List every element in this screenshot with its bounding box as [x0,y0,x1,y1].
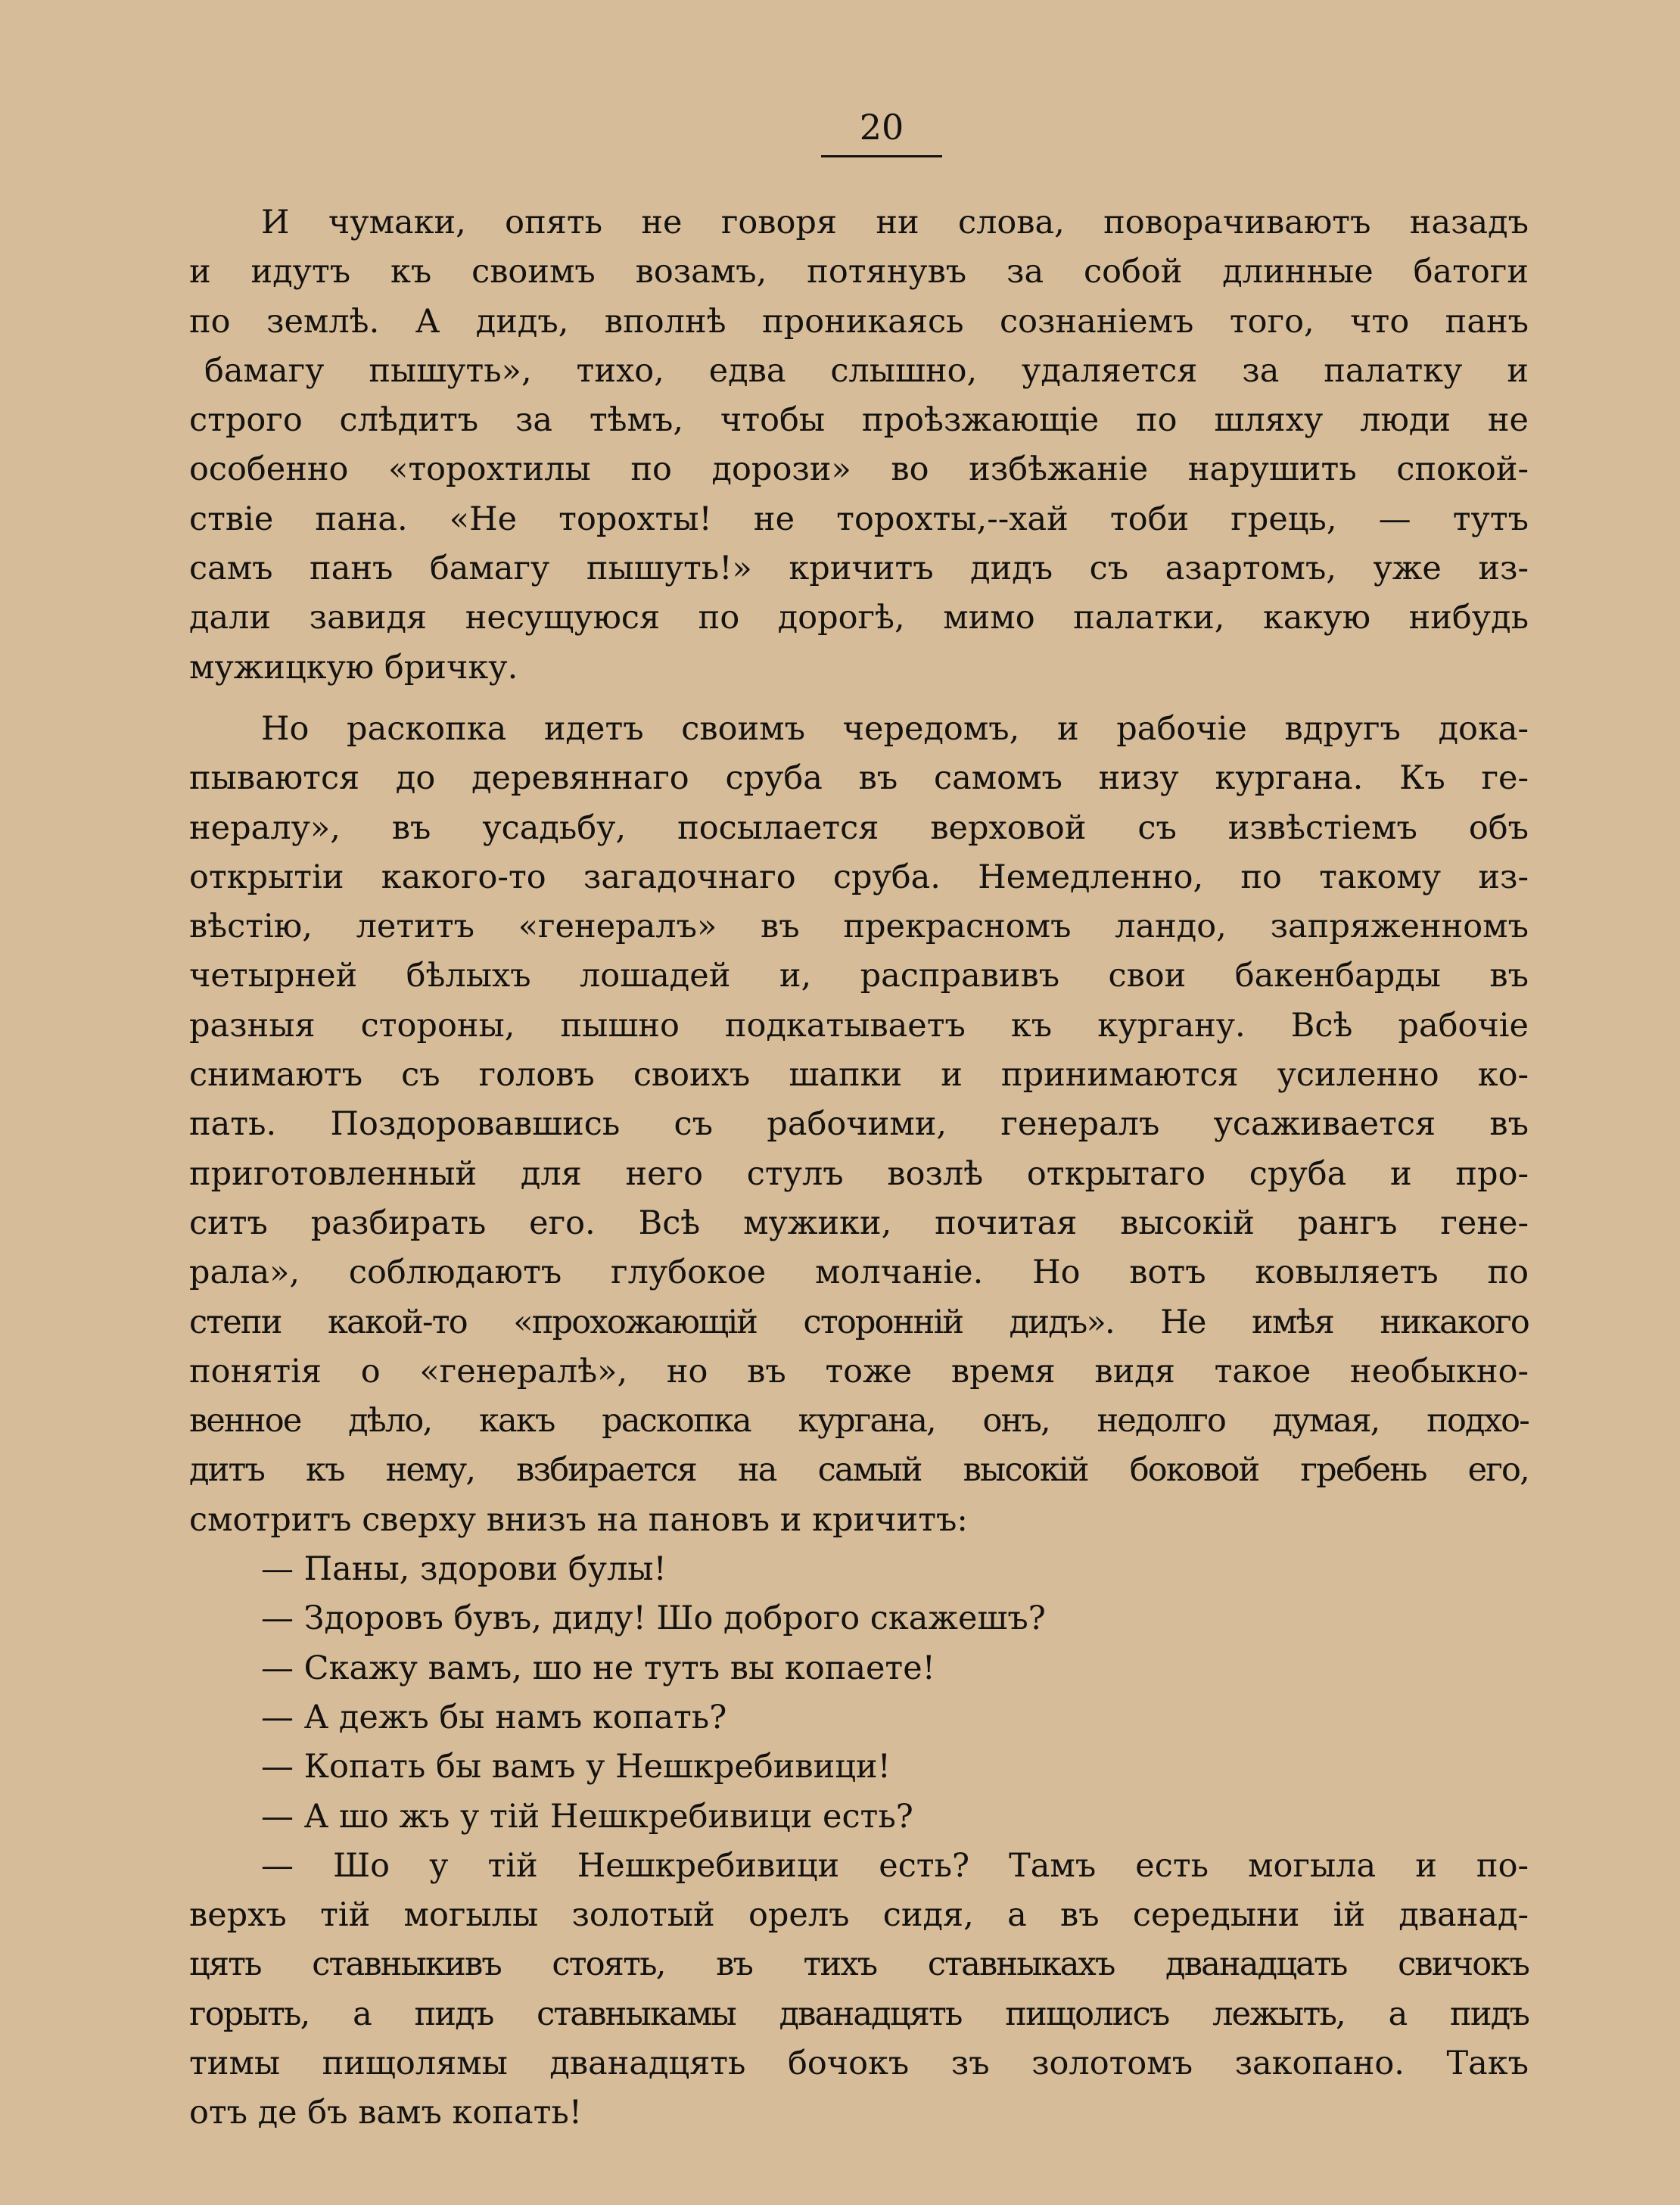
body-text [189,198,1529,2138]
text-line: мужицкую бричку. [189,648,518,687]
text-line: тимы пищолямы дванадцять бочокъ зъ золотомъ закопано. Такъ [189,2044,1529,2082]
text-line: венное дѣло, какъ раскопка кургана, онъ, недолго думая, подхо- [189,1402,1529,1440]
text-line: четырней бѣлыхъ лошадей и, расправивъ свои бакенбарды въ [189,957,1529,995]
text-line: открытіи какого-то загадочнаго сруба. Немедленно, по такому из- [189,858,1529,896]
page-number-underline [821,155,942,157]
dialogue-line: — Копать бы вамъ у Нешкребивици! [261,1748,891,1786]
text-line: строго слѣдитъ за тѣмъ, чтобы проѣзжающіе по шляху люди не [189,401,1529,440]
dialogue-line: — Скажу вамъ, шо не тутъ вы копаете! [261,1649,935,1687]
text-line: особенно «торохтилы по дорози» во избѣжаніе нарушить спокой- [189,450,1529,489]
text-line: дитъ къ нему, взбирается на самый высокій боковой гребень его, [189,1451,1529,1490]
dialogue-line: — А дежъ бы намъ копать? [261,1698,727,1736]
text-line: смотритъ сверху внизъ на пановъ и кричитъ: [189,1500,968,1539]
text-line: ствіе пана. «Не торохты! не торохты,--хай тоби грець, — тутъ [189,500,1529,538]
text-line: пываются до деревяннаго сруба въ самомъ низу кургана. Къ ге- [189,759,1529,798]
dialogue-line: — Паны, здорови булы! [261,1550,667,1589]
text-line: нералу», въ усадьбу, посылается верховой съ извѣстіемъ объ [189,808,1529,847]
text-line: и идутъ къ своимъ возамъ, потянувъ за собой длинные батоги [189,253,1529,291]
text-line: снимаютъ съ головъ своихъ шапки и принимаются усиленно ко- [189,1056,1529,1095]
dialogue-line: — А шо жъ у тій Нешкребивици есть? [261,1797,913,1836]
text-line: понятія о «генералѣ», но въ тоже время видя такое необыкно- [189,1352,1529,1391]
dialogue-line: — Здоровъ бувъ, диду! Шо доброго скажешъ? [261,1599,1046,1638]
text-line: рала», соблюдаютъ глубокое молчаніе. Но вотъ ковыляетъ по [189,1254,1529,1292]
text-line: степи какой-то «прохожающій сторонній дидъ». Не имѣя никакого [189,1303,1529,1341]
text-line: отъ де бъ вамъ копать! [189,2094,583,2132]
text-line: горыть, а пидъ ставныкамы дванадцять пищолисъ лежыть, а пидъ [189,1995,1529,2033]
text-line: приготовленный для него стулъ возлѣ открытаго сруба и про- [189,1154,1529,1193]
text-line: по землѣ. А дидъ, вполнѣ проникаясь сознаніемъ того, что панъ [189,302,1529,341]
text-line: бамагу пышуть», тихо, едва слышно, удаляется за палатку и [204,351,1529,390]
text-line: И чумаки, опять не говоря ни слова, поворачиваютъ назадъ [261,204,1529,241]
text-line: цять ставныкивъ стоять, въ тихъ ставныкахъ дванадцать свичокъ [189,1945,1529,1984]
text-line: Но раскопка идетъ своимъ чередомъ, и рабочіе вдругъ дока- [261,709,1529,748]
text-line: разныя стороны, пышно подкатываетъ къ кургану. Всѣ рабочіе [189,1006,1529,1045]
text-line: — Шо у тій Нешкребивици есть? Тамъ есть могыла и по- [261,1846,1529,1885]
text-line: пать. Поздоровавшись съ рабочими, генералъ усаживается въ [189,1105,1529,1144]
text-line: верхъ тій могылы золотый орелъ сидя, а въ середыни ій дванад- [189,1896,1529,1935]
text-line: ситъ разбирать его. Всѣ мужики, почитая высокій рангъ гене- [189,1204,1529,1242]
text-line: самъ панъ бамагу пышуть!» кричитъ дидъ съ азартомъ, уже из- [189,550,1529,588]
text-line: дали завидя несущуюся по дорогѣ, мимо палатки, какую нибудь [189,599,1529,637]
text-line: вѣстію, летитъ «генералъ» въ прекрасномъ ландо, запряженномъ [189,908,1529,946]
page-number: 20 [859,107,904,148]
